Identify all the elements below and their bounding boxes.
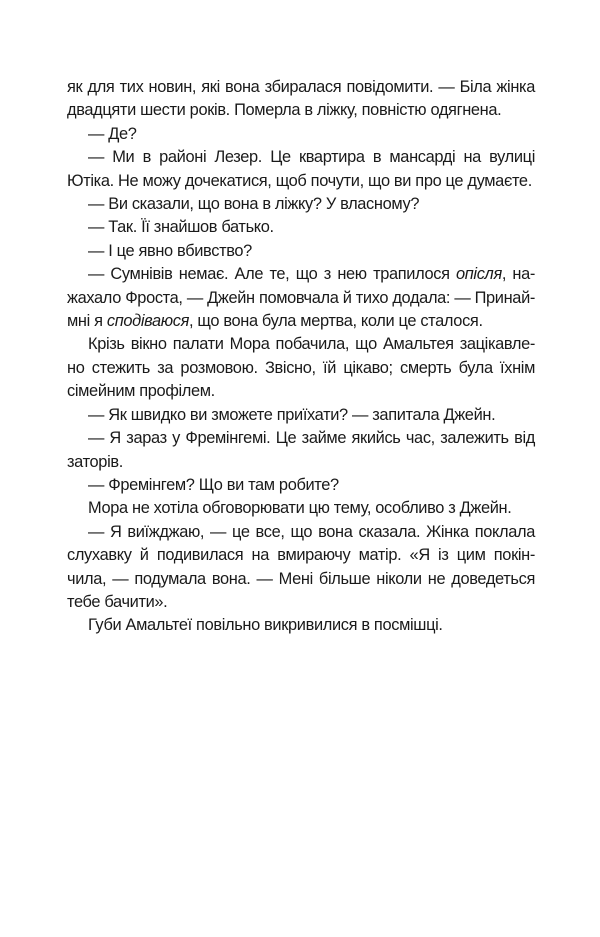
paragraph bbox=[67, 193, 535, 216]
text-line: — Ми в районі Лезер. Це квартира в мансарді на вулиці bbox=[88, 148, 535, 167]
text-line: Крізь вікно палати Мора побачила, що Амальтея зацікавле- bbox=[88, 335, 535, 354]
text-line: — Фремінгем? Що ви там робите? bbox=[88, 475, 339, 494]
text-line: — Ви сказали, що вона в ліжку? У власному? bbox=[88, 195, 420, 214]
text-line: заторів. bbox=[67, 452, 123, 471]
text-line: слухавку й подивилася на вмираючу матір. «Я із цим покін- bbox=[67, 546, 535, 565]
text-line: но стежить за розмовою. Звісно, їй цікаво; смерть була їхнім bbox=[67, 358, 535, 377]
paragraph bbox=[67, 333, 535, 403]
text-line: — І це явно вбивство? bbox=[88, 241, 252, 260]
paragraph bbox=[67, 521, 535, 615]
text-line: — Я зараз у Фремінгемі. Це займе якийсь час, залежить від bbox=[88, 429, 535, 448]
paragraph bbox=[67, 123, 535, 146]
paragraph bbox=[67, 146, 535, 193]
text-line: як для тих новин, які вона збиралася повідомити. — Біла жінка bbox=[67, 78, 535, 96]
paragraph bbox=[67, 240, 535, 263]
paragraph bbox=[67, 427, 535, 474]
italic-word: сподіваюся bbox=[106, 312, 189, 331]
paragraph bbox=[67, 614, 535, 637]
text-line: Мора не хотіла обговорювати цю тему, особливо з Джейн. bbox=[88, 499, 512, 518]
paragraph bbox=[67, 404, 535, 427]
text-run: , що вона була мертва, коли це сталося. bbox=[188, 312, 483, 331]
paragraph bbox=[67, 263, 535, 333]
text-line: Ютіка. Не можу дочекатися, щоб почути, що ви про це думаєте. bbox=[67, 171, 532, 190]
text-line: тебе бачити». bbox=[67, 592, 168, 611]
text-line: — Як швидко ви зможете приїхати? — запитала Джейн. bbox=[88, 405, 496, 424]
text-run: , на- bbox=[501, 265, 535, 284]
text-run: — Сумнівів немає. Але те, що з нею трапилося bbox=[88, 265, 456, 284]
text-run: жахало Фроста, — Джейн помовчала й тихо додала: — Принай- bbox=[67, 288, 535, 307]
text-run: мні я bbox=[67, 312, 107, 331]
text-line: — Де? bbox=[88, 124, 137, 143]
text-line: — Так. Її знайшов батько. bbox=[88, 218, 274, 237]
text-line bbox=[67, 287, 535, 310]
text-line bbox=[67, 310, 535, 333]
text-line: двадцяти шести років. Померла в ліжку, повністю одягнена. bbox=[67, 101, 502, 120]
paragraph bbox=[67, 216, 535, 239]
text-line: чила, — подумала вона. — Мені більше ніколи не доведеться bbox=[67, 569, 535, 588]
text-line: Губи Амальтеї повільно викривилися в посмішці. bbox=[88, 616, 443, 635]
book-page bbox=[67, 76, 535, 638]
text-line: сімейним профілем. bbox=[67, 382, 215, 401]
paragraph bbox=[67, 76, 535, 123]
paragraph bbox=[67, 497, 535, 520]
paragraph bbox=[67, 474, 535, 497]
text-line bbox=[67, 263, 535, 286]
text-line: — Я виїжджаю, — це все, що вона сказала. Жінка поклала bbox=[88, 522, 535, 541]
italic-word: опісля bbox=[455, 265, 502, 284]
